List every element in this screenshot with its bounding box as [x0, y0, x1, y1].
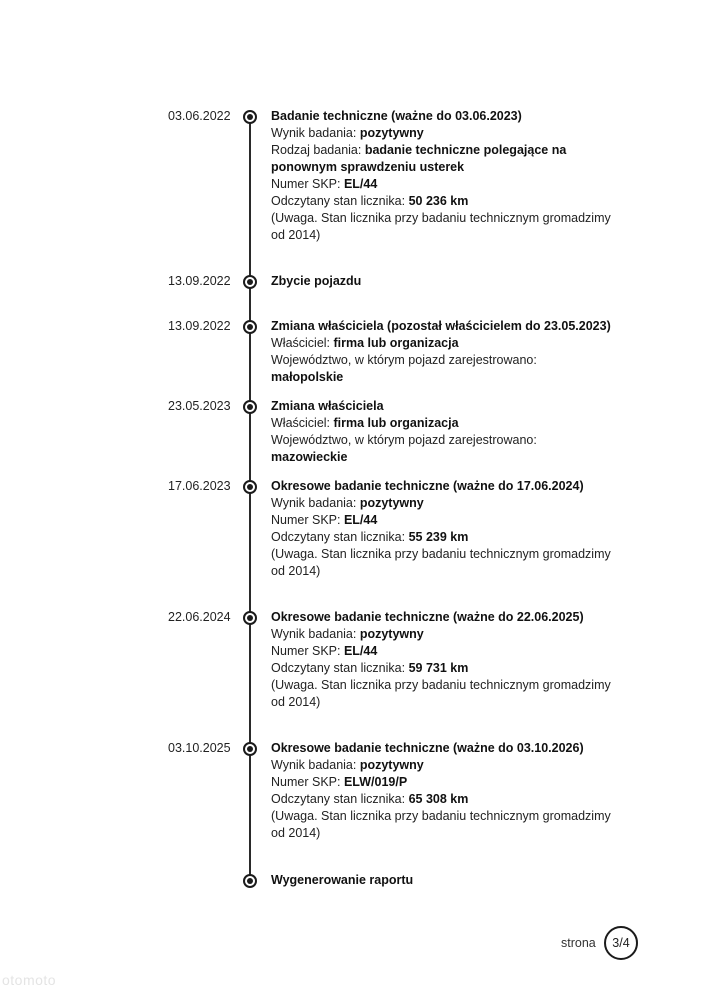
event-date: 22.06.2024: [168, 610, 231, 624]
event-content: [271, 108, 611, 244]
event-title: Zmiana właściciela: [271, 399, 384, 413]
detail-value: EL/44: [343, 177, 378, 191]
event-content: [271, 872, 611, 889]
event-content: [271, 273, 611, 290]
detail-label: Rodzaj badania:: [271, 143, 365, 157]
event-content: [271, 478, 611, 580]
event-title: Okresowe badanie techniczne (ważne do 17.06.2024): [271, 479, 584, 493]
detail-value: firma lub organizacja: [333, 336, 459, 350]
event-note: (Uwaga. Stan licznika przy badaniu technicznym gromadzimy od 2014): [271, 211, 611, 242]
event-note: (Uwaga. Stan licznika przy badaniu technicznym gromadzimy od 2014): [271, 809, 611, 840]
event-detail-line: [271, 125, 611, 142]
event-detail-line: [271, 193, 611, 210]
detail-value: pozytywny: [359, 758, 424, 772]
timeline-marker-icon: [243, 320, 257, 334]
event-title: Wygenerowanie raportu: [271, 873, 414, 887]
detail-value: małopolskie: [271, 370, 344, 384]
event-content: [271, 318, 611, 386]
detail-label: Odczytany stan licznika:: [271, 661, 409, 675]
event-note: (Uwaga. Stan licznika przy badaniu technicznym gromadzimy od 2014): [271, 547, 611, 578]
event-detail-line: [271, 495, 611, 512]
detail-value: EL/44: [343, 644, 378, 658]
event-title: Okresowe badanie techniczne (ważne do 03.10.2026): [271, 741, 584, 755]
event-detail-line: [271, 774, 611, 791]
detail-value: 55 239 km: [408, 530, 469, 544]
timeline-marker-icon: [243, 480, 257, 494]
detail-label: Wynik badania:: [271, 627, 360, 641]
detail-value: pozytywny: [359, 627, 424, 641]
detail-label: Odczytany stan licznika:: [271, 792, 409, 806]
detail-label: Województwo, w którym pojazd zarejestrowano:: [271, 353, 537, 367]
event-detail-line: [271, 757, 611, 774]
detail-label: Numer SKP:: [271, 775, 344, 789]
event-detail-line: [271, 415, 611, 432]
event-date: 03.10.2025: [168, 741, 231, 755]
detail-label: Wynik badania:: [271, 758, 360, 772]
event-detail-line: [271, 660, 611, 677]
event-detail-line: [271, 512, 611, 529]
timeline-marker-icon: [243, 874, 257, 888]
event-date: 13.09.2022: [168, 319, 231, 333]
detail-label: Numer SKP:: [271, 644, 344, 658]
timeline-line: [249, 113, 251, 879]
detail-value: firma lub organizacja: [333, 416, 459, 430]
event-detail-line: [271, 643, 611, 660]
event-date: 13.09.2022: [168, 274, 231, 288]
detail-label: Wynik badania:: [271, 496, 360, 510]
event-content: [271, 398, 611, 466]
detail-label: Numer SKP:: [271, 513, 344, 527]
detail-label: Numer SKP:: [271, 177, 344, 191]
detail-label: Właściciel:: [271, 336, 334, 350]
event-note: (Uwaga. Stan licznika przy badaniu technicznym gromadzimy od 2014): [271, 678, 611, 709]
event-detail-line: [271, 352, 611, 386]
event-title: Zbycie pojazdu: [271, 274, 362, 288]
detail-value: ELW/019/P: [343, 775, 408, 789]
detail-label: Właściciel:: [271, 416, 334, 430]
detail-value: EL/44: [343, 513, 378, 527]
event-title: Badanie techniczne (ważne do 03.06.2023): [271, 109, 522, 123]
event-detail-line: [271, 176, 611, 193]
event-detail-line: [271, 791, 611, 808]
event-content: [271, 740, 611, 842]
timeline-marker-icon: [243, 110, 257, 124]
event-detail-line: [271, 142, 611, 176]
event-detail-line: [271, 335, 611, 352]
event-content: [271, 609, 611, 711]
page-label: strona: [561, 936, 596, 950]
event-title: Okresowe badanie techniczne (ważne do 22.06.2025): [271, 610, 584, 624]
event-date: 17.06.2023: [168, 479, 231, 493]
detail-value: 65 308 km: [408, 792, 469, 806]
event-date: 03.06.2022: [168, 109, 231, 123]
event-date: 23.05.2023: [168, 399, 231, 413]
detail-label: Odczytany stan licznika:: [271, 530, 409, 544]
event-title: Zmiana właściciela (pozostał właścicielem do 23.05.2023): [271, 319, 611, 333]
event-detail-line: [271, 626, 611, 643]
detail-value: 50 236 km: [408, 194, 469, 208]
detail-value: badanie techniczne polegające na ponownym sprawdzeniu usterek: [271, 143, 567, 174]
page-number-badge: 3/4: [604, 926, 638, 960]
timeline-marker-icon: [243, 400, 257, 414]
timeline-marker-icon: [243, 275, 257, 289]
timeline-marker-icon: [243, 742, 257, 756]
detail-label: Województwo, w którym pojazd zarejestrowano:: [271, 433, 537, 447]
detail-value: pozytywny: [359, 126, 424, 140]
event-detail-line: [271, 529, 611, 546]
timeline-marker-icon: [243, 611, 257, 625]
event-detail-line: [271, 432, 611, 466]
detail-value: 59 731 km: [408, 661, 469, 675]
detail-label: Wynik badania:: [271, 126, 360, 140]
detail-value: mazowieckie: [271, 450, 348, 464]
detail-value: pozytywny: [359, 496, 424, 510]
detail-label: Odczytany stan licznika:: [271, 194, 409, 208]
watermark-logo: otomoto: [2, 972, 57, 988]
